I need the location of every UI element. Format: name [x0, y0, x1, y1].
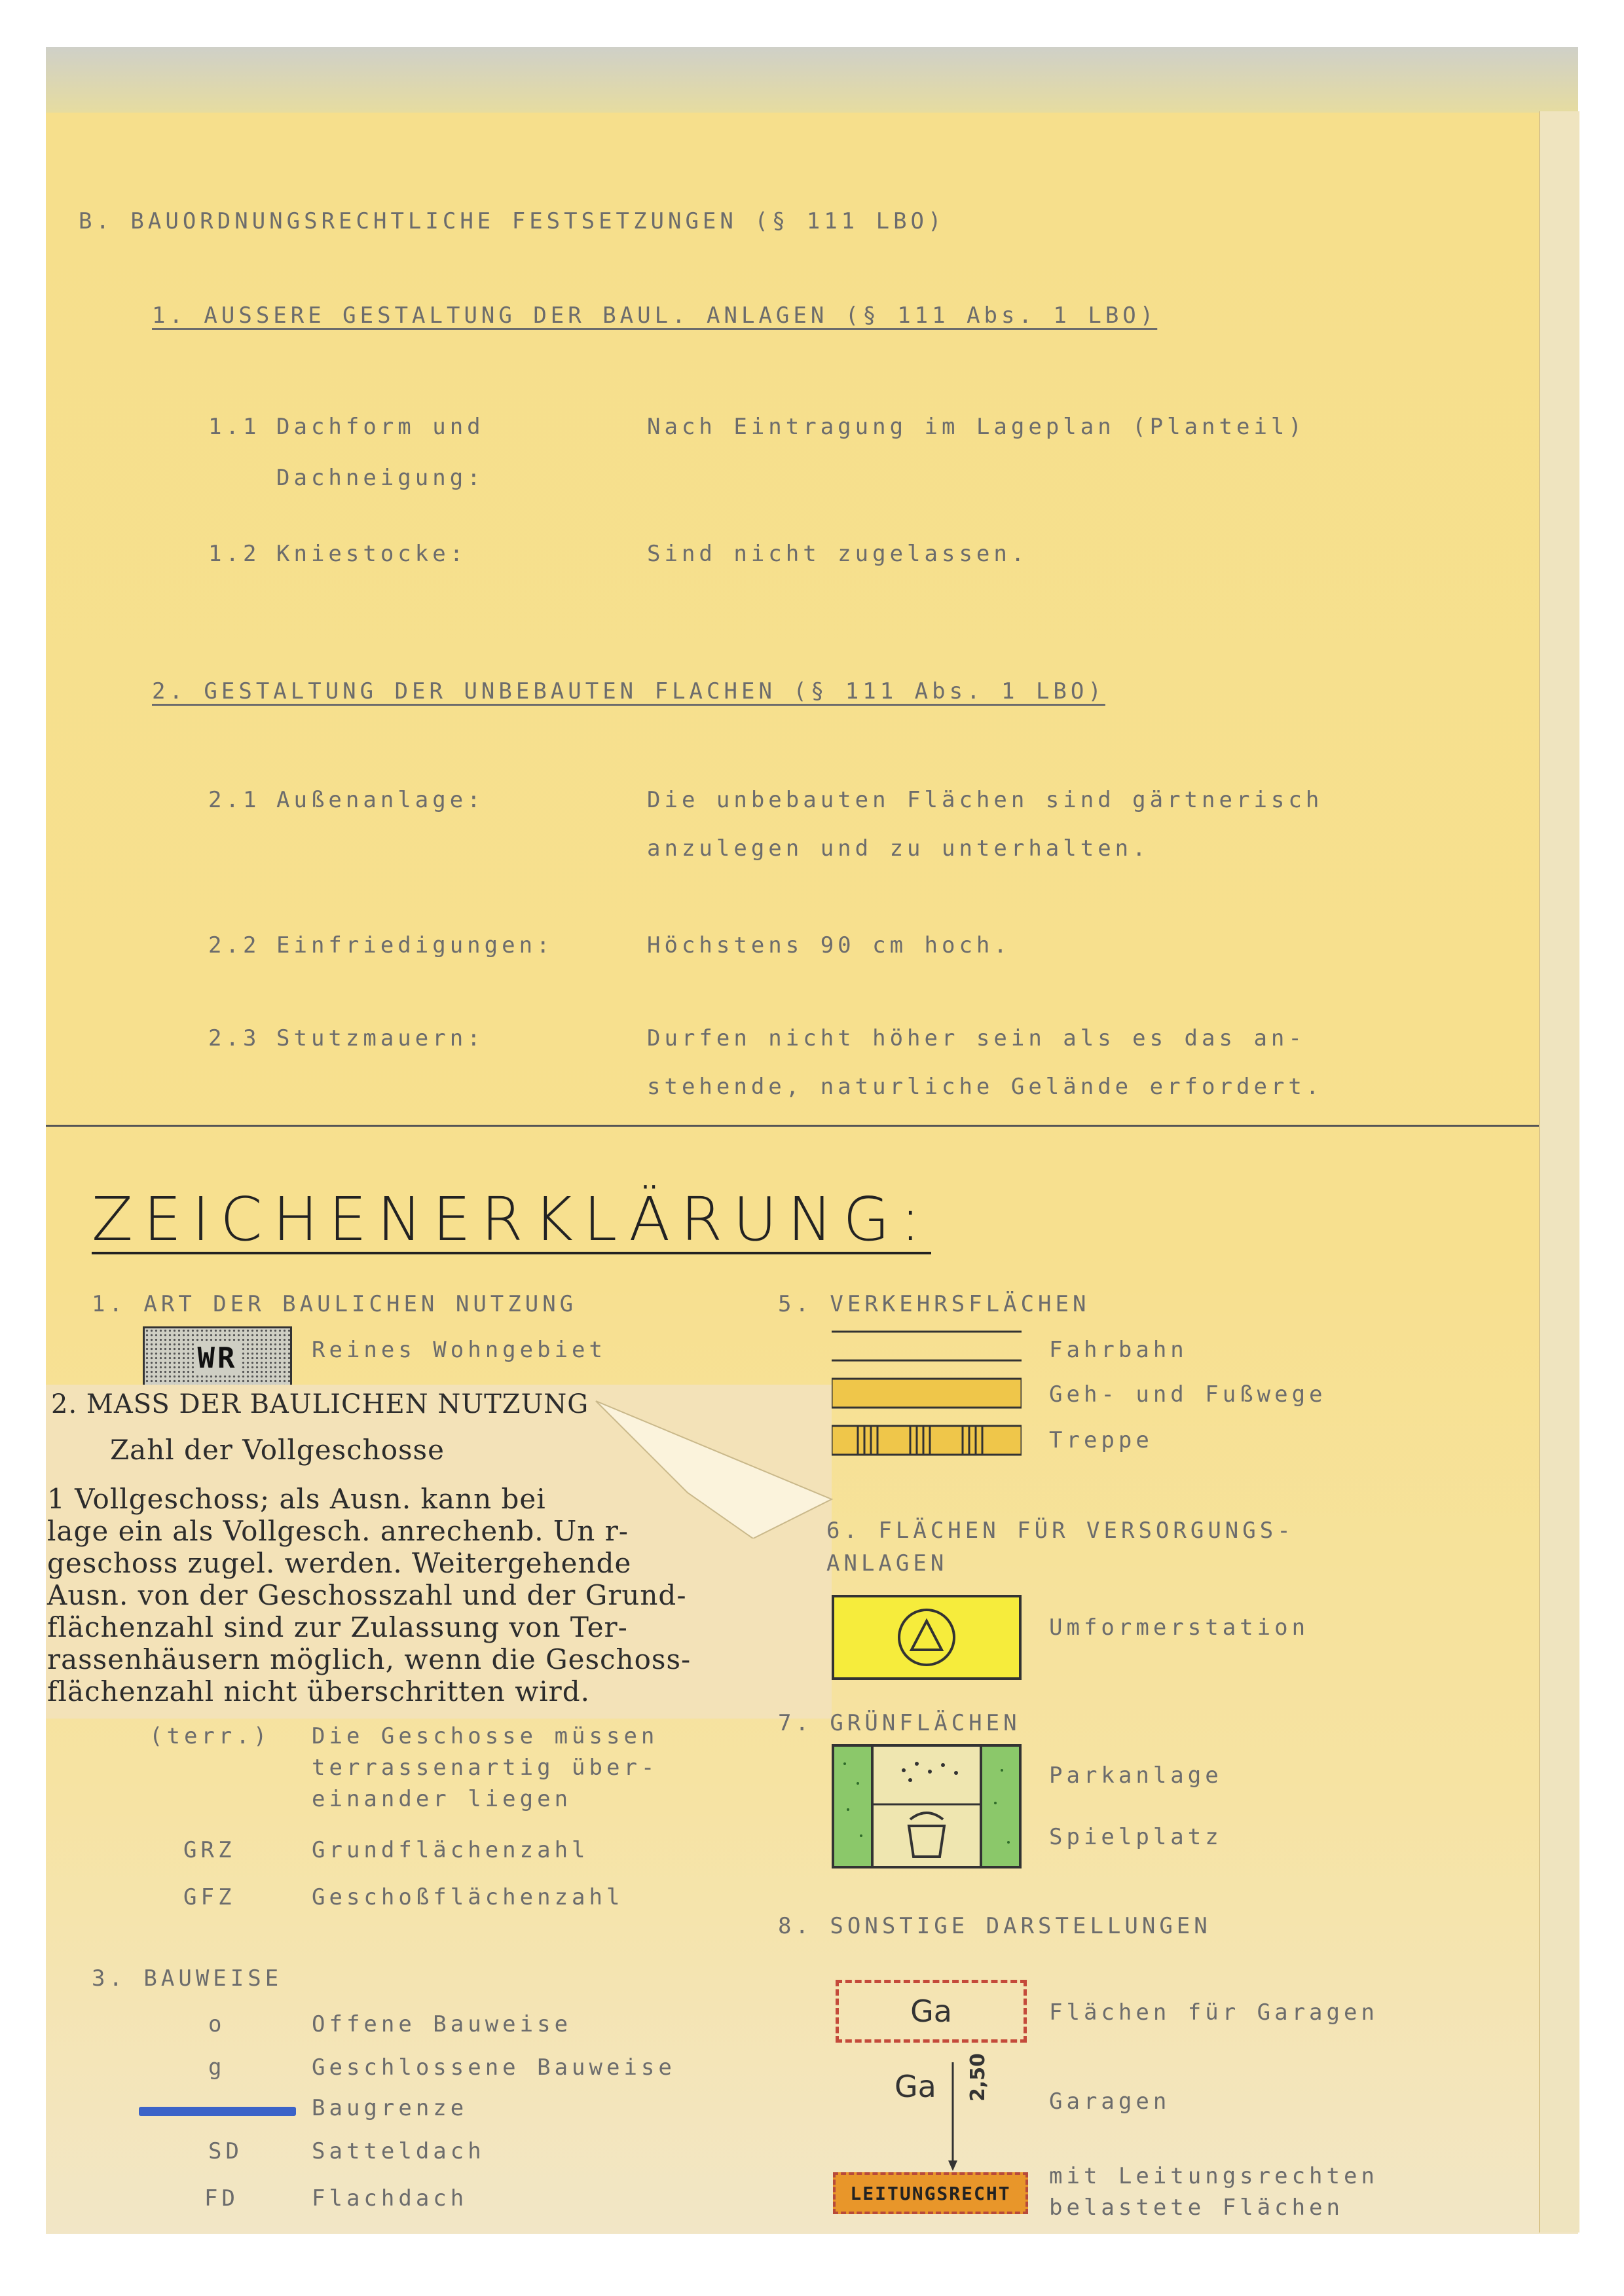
wr-symbol	[143, 1326, 292, 1389]
versorgung-heading-1: 6. FLÄCHEN FÜR VERSORGUNGS-	[826, 1518, 1295, 1544]
leitung-description-1: mit Leitungsrechten	[1049, 2163, 1378, 2189]
mass-line-1: 1 Vollgeschoss; als Ausn. kann bei	[47, 1483, 546, 1515]
leitungsrecht-symbol	[833, 2172, 1028, 2214]
item-2-1-num: 2.1	[208, 787, 261, 813]
gruen-heading: 7. GRÜNFLÄCHEN	[778, 1710, 1021, 1736]
mass-line-6: rassenhäusern möglich, wenn die Geschoss-	[47, 1643, 692, 1675]
section-b-heading: B. BAUORDNUNGSRECHTLICHE FESTSETZUNGEN (§ 111 LBO)	[79, 208, 946, 234]
legend-title: ZEICHENERKLÄRUNG:	[92, 1184, 931, 1254]
sonstige-heading: 8. SONSTIGE DARSTELLUNGEN	[778, 1913, 1211, 1939]
gruen-symbols	[832, 1744, 1022, 1868]
gfz-abbr: GFZ	[183, 1884, 236, 1910]
bauweise-heading: 3. BAUWEISE	[92, 1965, 283, 1992]
bauweise-o-text: Offene Bauweise	[312, 2011, 572, 2037]
document-sheet	[46, 47, 1578, 2234]
mass-line-5: flächenzahl sind zur Zulassung von Ter-	[47, 1611, 628, 1643]
leitung-description-2: belastete Flächen	[1049, 2195, 1344, 2221]
baugrenze-symbol	[139, 2107, 296, 2116]
ga-symbol: Ga	[895, 2069, 936, 2104]
versorgung-heading-2: ANLAGEN	[826, 1550, 948, 1576]
bauweise-baugrenze-text: Baugrenze	[312, 2095, 468, 2121]
bauweise-o-abbr: o	[208, 2011, 226, 2037]
leitungsrecht-label: LEITUNGSRECHT	[850, 2182, 1011, 2204]
mass-line-3: geschoss zugel. werden. Weitergehende	[47, 1547, 632, 1579]
item-1-2-num: 1.2	[208, 541, 261, 567]
verkehr-fahrbahn: Fahrbahn	[1049, 1337, 1188, 1363]
verkehr-treppe: Treppe	[1049, 1427, 1153, 1453]
item-2-2-label: Einfriedigungen:	[276, 932, 554, 958]
item-2-3-num: 2.3	[208, 1025, 261, 1051]
art-heading: 1. ART DER BAULICHEN NUTZUNG	[92, 1291, 578, 1317]
terr-text-3: einander liegen	[312, 1786, 572, 1812]
dimension-label: 2,50	[967, 2052, 989, 2102]
item-1-2-text: Sind nicht zugelassen.	[647, 541, 1029, 567]
item-2-3-text1: Durfen nicht höher sein als es das an-	[647, 1025, 1306, 1051]
mass-line-7: flächenzahl nicht überschritten wird.	[47, 1675, 590, 1707]
terr-abbr: (terr.)	[149, 1723, 271, 1749]
mass-line-4: Ausn. von der Geschosszahl und der Grund-	[47, 1579, 687, 1611]
item-1-1-num: 1.1	[208, 414, 261, 440]
item-1-2-label: Kniestocke:	[276, 541, 468, 567]
item-2-1-label: Außenanlage:	[276, 787, 485, 813]
grz-abbr: GRZ	[183, 1837, 236, 1863]
item-2-1-text1: Die unbebauten Flächen sind gärtnerisch	[647, 787, 1323, 813]
bauweise-sd-abbr: SD	[208, 2138, 243, 2164]
terr-text-2: terrassenartig über-	[312, 1755, 659, 1781]
ga-box-label: Ga	[910, 1994, 952, 2029]
item-1-1-text: Nach Eintragung im Lageplan (Planteil)	[647, 414, 1306, 440]
item-2-3-label: Stutzmauern:	[276, 1025, 485, 1051]
bauweise-g-abbr: g	[208, 2054, 226, 2081]
gruen-parkanlage: Parkanlage	[1049, 1762, 1223, 1789]
bauweise-fd-text: Flachdach	[312, 2185, 468, 2212]
section-2-heading: 2. GESTALTUNG DER UNBEBAUTEN FLACHEN (§ 111 Abs. 1 LBO)	[152, 678, 1105, 704]
wr-symbol-label: WR	[194, 1341, 242, 1375]
torn-paper-corner	[589, 1388, 838, 1539]
terr-text-1: Die Geschosse müssen	[312, 1723, 659, 1749]
ga-box-description: Flächen für Garagen	[1049, 1999, 1378, 2026]
item-2-1-text2: anzulegen und zu unterhalten.	[647, 835, 1150, 862]
item-2-2-text: Höchstens 90 cm hoch.	[647, 932, 1011, 958]
scan-right-edge	[1539, 111, 1579, 2232]
item-1-1-label2: Dachneigung:	[276, 465, 485, 491]
verkehr-gehweg: Geh- und Fußwege	[1049, 1381, 1327, 1408]
bauweise-sd-text: Satteldach	[312, 2138, 485, 2164]
item-2-3-text2: stehende, naturliche Gelände erfordert.	[647, 1074, 1323, 1100]
grz-text: Grundflächenzahl	[312, 1837, 589, 1863]
mass-subheading: Zahl der Vollgeschosse	[110, 1434, 445, 1466]
gfz-text: Geschoßflächenzahl	[312, 1884, 624, 1910]
section-1-heading: 1. AUSSERE GESTALTUNG DER BAUL. ANLAGEN (§ 111 Abs. 1 LBO)	[152, 302, 1158, 329]
umformerstation-symbol	[832, 1595, 1022, 1680]
verkehr-symbols	[832, 1329, 1022, 1460]
bauweise-fd-abbr: FD	[204, 2185, 239, 2212]
ga2-description: Garagen	[1049, 2088, 1171, 2115]
gehweg-symbol	[832, 1379, 1022, 1408]
scan-top-band	[46, 47, 1578, 113]
bauweise-g-text: Geschlossene Bauweise	[312, 2054, 676, 2081]
umformerstation-label: Umformerstation	[1049, 1614, 1310, 1641]
dimension-arrow	[943, 2062, 963, 2174]
section-divider	[46, 1125, 1539, 1127]
verkehr-heading: 5. VERKEHRSFLÄCHEN	[778, 1291, 1090, 1317]
item-1-1-label: Dachform und	[276, 414, 485, 440]
treppe-symbol	[832, 1426, 1022, 1455]
art-label: Reines Wohngebiet	[312, 1337, 606, 1363]
mass-line-2: lage ein als Vollgesch. anrechenb. Un r-	[47, 1515, 629, 1547]
item-2-2-num: 2.2	[208, 932, 261, 958]
mass-heading: 2. MASS DER BAULICHEN NUTZUNG	[51, 1389, 589, 1419]
garagen-flaeche-symbol	[836, 1980, 1027, 2043]
gruen-spielplatz: Spielplatz	[1049, 1824, 1223, 1850]
